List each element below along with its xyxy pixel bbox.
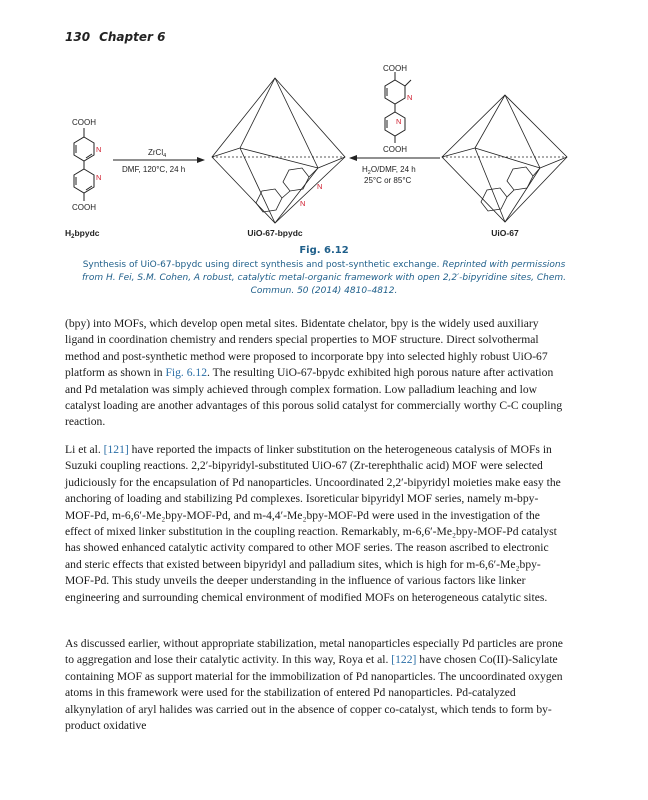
left-n-upper: N [96, 145, 102, 154]
left-n-lower: N [96, 173, 102, 182]
compound-h2bpydc-label: $H_2bpydc$ [65, 228, 100, 240]
figure-6-12 [0, 0, 648, 245]
caption-permission: Reprinted with permissions from H. Fei, S.M. Cohen, A robust, catalytic metal-organic framework with open 2,2′-bipyridine sites, Chem. Commun. 50 (2014) 4810–4812. [81, 260, 567, 296]
octahedron-uio67-bpydc [212, 78, 345, 223]
paragraph-2: Li et al. [121] have reported the impacts of linker substitution on the heterogeneous catalysis of MOFs in Suzuki coupling reactions. 2,2′-bipyridyl-substituted UiO-67 (Zr-terephthalic acid) MOF were selected judiciously for the encapsulation of Pd nanoparticles. Uncoordinated 2,2′-bipyridyl moieties make easy the anchoring of loading and stabilizing Pd complexes. Isoreticular bipyridyl MOF series, namely m-bpy-MOF-Pd, m-6,6′-Me₂bpy-MOF-Pd, and m-4,4′-Me₂bpy-MOF-Pd were used in the investigation of the effect of mixed linker substitution in the coupling reaction. Remarkably, m-6,6′-Me₂bpy-MOF-Pd catalyst has showed enhanced catalytic activity compared to other MOF series. The reason ascribed to electronic and steric effects that existed between bipyridyl and palladium sites, which is high for m-6,6′-Me₂bpy-MOF-Pd. This study unveils the deeper understanding in the influence of various factors like linker engineering and surrounding chemical environment of modified MOFs on heterogeneous catalytic sites. [65, 443, 561, 604]
left-cooh-bottom: COOH [72, 203, 96, 212]
top-cooh: COOH [383, 64, 407, 73]
bipyridine-substituent-middle [256, 168, 318, 212]
reagent-left-conditions: DMF, 120°C, 24 h [122, 165, 186, 174]
paragraph-1: (bpy) into MOFs, which develop open metal sites. Bidentate chelator, bpy is the widely used auxiliary ligand in coordination chemistry and renders special properties to MOF structure. Direct solvothermal method and post-synthetic method were proposed to incorporate bpy into selected highly robust UiO-67 platform as shown in Fig. 6.12. The resulting UiO-67-bpydc exhibited high porous nature after activation and Pd metalation was simply achieved through complex formation. Low palladium leaching and low catalyst loading are another advantages of this porous solid catalyst for commercially worthy C-C coupling reaction. [65, 317, 563, 429]
figure-caption [78, 259, 570, 298]
reagent-right-solvent: $H_2O$/DMF, 24 h [362, 165, 416, 176]
bpydc-linker-top [385, 72, 411, 143]
top-n-upper: N [407, 93, 413, 102]
h2bpydc-structure [74, 128, 94, 201]
reference-link-122[interactable]: [122] [391, 653, 417, 667]
paragraph-3: As discussed earlier, without appropriate stabilization, metal nanoparticles especially Pd particles are prone to aggregation and lose their catalytic activity. In this way, Roya et al. [122] have chosen Co(II)-Salicylate containing MOF as support material for the immobilization of Pd nanoparticles. The uncoordinated oxygen atoms in this framework were used for the stabilization of entered Pd nanoparticles. Pd-catalyzed alkynylation of aryl halides was carried out in the absence of copper co-catalyst, which tends to form by-product oxidative [65, 637, 563, 733]
caption-main: Synthesis of UiO-67-bpydc using direct synthesis and post-synthetic exchange. [82, 260, 443, 270]
reaction-scheme [0, 0, 648, 245]
reference-link-121[interactable]: [121] [103, 443, 129, 456]
page-number: 130 [65, 30, 91, 44]
middle-cooh-bottom: COOH [383, 145, 407, 154]
middle-n-lower: N [300, 199, 306, 208]
left-cooh-top: COOH [72, 118, 96, 127]
compound-uio67-bpydc-label: UiO-67-bpydc [247, 228, 303, 238]
biphenyl-substituent-right [481, 167, 540, 211]
octahedron-uio67 [442, 95, 567, 222]
top-n-lower: N [396, 117, 402, 126]
reagent-zrcl4: ZrCl$_4$ [148, 148, 167, 159]
reagent-right-temperature: 25°C or 85°C [364, 176, 412, 185]
figure-title: Fig. 6.12 [299, 245, 349, 256]
figure-link[interactable]: Fig. 6.12 [165, 366, 208, 380]
middle-n-upper: N [317, 182, 323, 191]
chapter-title: Chapter 6 [99, 30, 166, 44]
compound-uio67-label: UiO-67 [491, 228, 519, 238]
